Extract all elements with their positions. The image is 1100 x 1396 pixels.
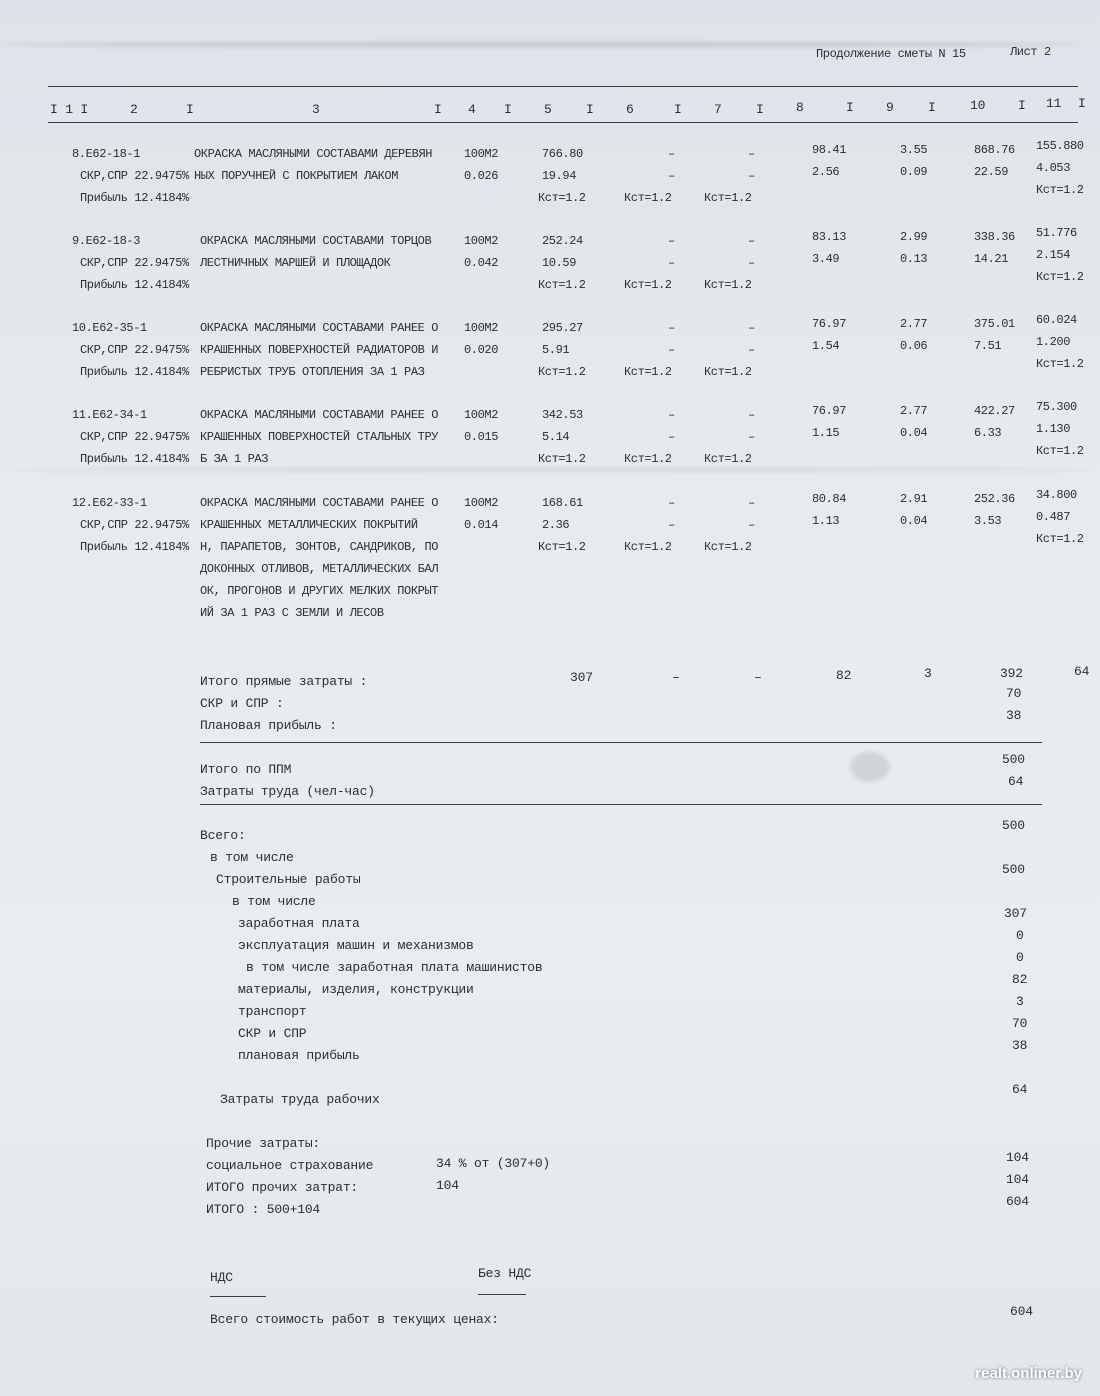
column-divider: I xyxy=(186,102,194,117)
direct-c6: – xyxy=(672,670,680,685)
item-c5-value: 342.53 xyxy=(542,408,583,422)
item-unit: 100М2 xyxy=(464,147,499,161)
summary-label-materials: материалы, изделия, конструкции xyxy=(238,982,474,997)
header-rule-top xyxy=(48,86,1078,87)
grand-total-value: 500 xyxy=(1002,818,1025,833)
column-divider: I xyxy=(586,102,594,117)
construction-label: Строительные работы xyxy=(216,872,361,887)
item-quantity: 0.026 xyxy=(464,169,499,183)
item-c7-value: – xyxy=(748,430,755,444)
summary-label-transport: транспорт xyxy=(238,1004,307,1019)
item-description-line: НЫХ ПОРУЧНЕЙ С ПОКРЫТИЕМ ЛАКОМ xyxy=(194,169,399,183)
no-vat-underline xyxy=(478,1294,526,1295)
column-divider: I xyxy=(846,100,854,115)
including-label-2: в том числе xyxy=(232,894,316,909)
item-unit: 100М2 xyxy=(464,408,499,422)
item-c11-value: 1.200 xyxy=(1036,335,1071,349)
item-description-line: КРАШЕННЫХ ПОВЕРХНОСТЕЙ СТАЛЬНЫХ ТРУ xyxy=(200,430,439,444)
item-c5-value: 168.61 xyxy=(542,496,583,510)
item-c10-value: 338.36 xyxy=(974,230,1015,244)
column-header: 6 xyxy=(626,102,634,117)
item-profit-rate: Прибыль 12.4184% xyxy=(80,191,189,205)
item-c7-value: Кст=1.2 xyxy=(704,278,752,292)
item-description-line: ДОКОННЫХ ОТЛИВОВ, МЕТАЛЛИЧЕСКИХ БАЛ xyxy=(200,562,439,576)
item-c9-value: 0.06 xyxy=(900,339,928,353)
workers-labor-value: 64 xyxy=(1012,1082,1028,1097)
item-c11-value: 60.024 xyxy=(1036,313,1077,327)
summary-value-profit: 38 xyxy=(1012,1038,1028,1053)
item-c9-value: 2.99 xyxy=(900,230,928,244)
site-watermark: realt.onliner.by xyxy=(975,1365,1082,1382)
column-header: 2 xyxy=(130,102,138,117)
labor-value: 64 xyxy=(1008,774,1024,789)
item-c6-value: – xyxy=(668,256,675,270)
column-header: I 1 I xyxy=(50,102,89,117)
item-profit-rate: Прибыль 12.4184% xyxy=(80,365,189,379)
summary-label-operators: в том числе заработная плата машинистов xyxy=(246,960,543,975)
continuation-label: Продолжение сметы N 15 xyxy=(816,47,966,61)
item-c11-value: 34.800 xyxy=(1036,488,1077,502)
column-divider: I xyxy=(434,102,442,117)
item-overhead-rate: СКР,СПР 22.9475% xyxy=(80,256,189,270)
item-c6-value: Кст=1.2 xyxy=(624,278,672,292)
item-c6-value: – xyxy=(668,496,675,510)
summary-label-machines: эксплуатация машин и механизмов xyxy=(238,938,474,953)
item-overhead-rate: СКР,СПР 22.9475% xyxy=(80,169,189,183)
item-c6-value: – xyxy=(668,321,675,335)
social-insurance-label: социальное страхование xyxy=(206,1158,374,1173)
column-header: 10 xyxy=(970,98,986,113)
item-c7-value: – xyxy=(748,343,755,357)
no-vat-label: Без НДС xyxy=(478,1266,532,1281)
item-c10-value: 7.51 xyxy=(974,339,1002,353)
final-sum-label: ИТОГО : 500+104 xyxy=(206,1202,321,1217)
item-c9-value: 0.04 xyxy=(900,514,928,528)
other-total-value: 104 xyxy=(1006,1172,1029,1187)
skr-value: 70 xyxy=(1006,686,1022,701)
item-c8-value: 76.97 xyxy=(812,317,847,331)
column-divider: I xyxy=(504,102,512,117)
item-c7-value: – xyxy=(748,408,755,422)
item-c7-value: – xyxy=(748,147,755,161)
item-unit: 100М2 xyxy=(464,234,499,248)
planned-profit-label: Плановая прибыль : xyxy=(200,718,337,733)
column-divider: I xyxy=(756,102,764,117)
item-c8-value: 1.15 xyxy=(812,426,840,440)
item-c8-value: 80.84 xyxy=(812,492,847,506)
column-header: 4 xyxy=(468,102,476,117)
final-sum-value: 604 xyxy=(1006,1194,1029,1209)
header-rule-bottom xyxy=(48,122,1078,123)
item-quantity: 0.015 xyxy=(464,430,499,444)
item-c11-value: 155.880 xyxy=(1036,139,1084,153)
item-c8-value: 76.97 xyxy=(812,404,847,418)
item-c10-value: 14.21 xyxy=(974,252,1009,266)
item-c9-value: 0.13 xyxy=(900,252,928,266)
direct-c8: 82 xyxy=(836,668,852,683)
item-c9-value: 2.91 xyxy=(900,492,928,506)
print-smudge xyxy=(0,468,1100,471)
social-insurance-formula: 34 % от (307+0) xyxy=(436,1156,551,1171)
workers-labor-label: Затраты труда рабочих xyxy=(220,1092,380,1107)
item-c9-value: 0.04 xyxy=(900,426,928,440)
item-c5-value: 5.14 xyxy=(542,430,570,444)
item-profit-rate: Прибыль 12.4184% xyxy=(80,452,189,466)
item-c7-value: – xyxy=(748,518,755,532)
construction-value: 500 xyxy=(1002,862,1025,877)
column-divider: I xyxy=(928,100,936,115)
item-c5-value: Кст=1.2 xyxy=(538,278,586,292)
total-cost-label: Всего стоимость работ в текущих ценах: xyxy=(210,1312,499,1327)
vat-underline xyxy=(210,1296,266,1297)
item-c8-value: 1.13 xyxy=(812,514,840,528)
item-c6-value: – xyxy=(668,147,675,161)
item-c7-value: – xyxy=(748,234,755,248)
item-c5-value: 252.24 xyxy=(542,234,583,248)
item-code: 8.Е62-18-1 xyxy=(72,147,141,161)
item-description-line: ЛЕСТНИЧНЫХ МАРШЕЙ И ПЛОЩАДОК xyxy=(200,256,391,270)
item-description-line: ОК, ПРОГОНОВ И ДРУГИХ МЕЛКИХ ПОКРЫТ xyxy=(200,584,439,598)
grand-total-label: Всего: xyxy=(200,828,246,843)
item-c7-value: Кст=1.2 xyxy=(704,365,752,379)
item-c6-value: – xyxy=(668,430,675,444)
item-overhead-rate: СКР,СПР 22.9475% xyxy=(80,430,189,444)
item-unit: 100М2 xyxy=(464,321,499,335)
column-divider: I xyxy=(1018,98,1026,113)
item-description-line: РЕБРИСТЫХ ТРУБ ОТОПЛЕНИЯ ЗА 1 РАЗ xyxy=(200,365,425,379)
item-c6-value: – xyxy=(668,408,675,422)
item-c6-value: – xyxy=(668,234,675,248)
column-divider: I xyxy=(674,102,682,117)
summary-value-skr: 70 xyxy=(1012,1016,1028,1031)
summary-value-operators: 0 xyxy=(1016,950,1024,965)
item-code: 9.Е62-18-3 xyxy=(72,234,141,248)
ppm-total-value: 500 xyxy=(1002,752,1025,767)
item-c5-value: Кст=1.2 xyxy=(538,540,586,554)
item-description-line: ОКРАСКА МАСЛЯНЫМИ СОСТАВАМИ РАНЕЕ О xyxy=(200,321,439,335)
item-c10-value: 868.76 xyxy=(974,143,1015,157)
item-c10-value: 22.59 xyxy=(974,165,1009,179)
summary-value-machines: 0 xyxy=(1016,928,1024,943)
item-c6-value: – xyxy=(668,169,675,183)
item-code: 12.Е62-33-1 xyxy=(72,496,147,510)
item-c10-value: 3.53 xyxy=(974,514,1002,528)
ppm-total-label: Итого по ППМ xyxy=(200,762,292,777)
sheet-label: Лист 2 xyxy=(1010,45,1051,59)
column-divider: I xyxy=(1078,96,1086,111)
item-c9-value: 2.77 xyxy=(900,404,928,418)
item-c7-value: – xyxy=(748,256,755,270)
ppm-rule xyxy=(200,804,1042,805)
item-description-line: ИЙ ЗА 1 РАЗ С ЗЕМЛИ И ЛЕСОВ xyxy=(200,606,384,620)
item-c11-value: 4.053 xyxy=(1036,161,1071,175)
direct-c10: 392 xyxy=(1000,666,1023,681)
item-c10-value: 252.36 xyxy=(974,492,1015,506)
item-c5-value: 19.94 xyxy=(542,169,577,183)
item-c6-value: Кст=1.2 xyxy=(624,452,672,466)
item-c11-value: 2.154 xyxy=(1036,248,1071,262)
totals-rule xyxy=(200,742,1042,743)
other-total-label: ИТОГО прочих затрат: xyxy=(206,1180,359,1195)
item-c6-value: Кст=1.2 xyxy=(624,540,672,554)
item-unit: 100М2 xyxy=(464,496,499,510)
item-c7-value: Кст=1.2 xyxy=(704,452,752,466)
item-c11-value: Кст=1.2 xyxy=(1036,183,1084,197)
column-header: 8 xyxy=(796,100,804,115)
item-c5-value: Кст=1.2 xyxy=(538,452,586,466)
summary-value-wages: 307 xyxy=(1004,906,1027,921)
item-c10-value: 6.33 xyxy=(974,426,1002,440)
item-code: 10.Е62-35-1 xyxy=(72,321,147,335)
print-smudge xyxy=(850,752,890,782)
item-c8-value: 2.56 xyxy=(812,165,840,179)
item-c11-value: 75.300 xyxy=(1036,400,1077,414)
other-costs-title: Прочие затраты: xyxy=(206,1136,321,1151)
skr-label: СКР и СПР : xyxy=(200,696,284,711)
item-c11-value: Кст=1.2 xyxy=(1036,357,1084,371)
item-description-line: ОКРАСКА МАСЛЯНЫМИ СОСТАВАМИ ТОРЦОВ xyxy=(200,234,432,248)
item-description-line: Б ЗА 1 РАЗ xyxy=(200,452,269,466)
item-c8-value: 83.13 xyxy=(812,230,847,244)
item-description-line: ОКРАСКА МАСЛЯНЫМИ СОСТАВАМИ РАНЕЕ О xyxy=(200,408,439,422)
item-c5-value: Кст=1.2 xyxy=(538,191,586,205)
item-c5-value: Кст=1.2 xyxy=(538,365,586,379)
item-quantity: 0.014 xyxy=(464,518,499,532)
item-c10-value: 375.01 xyxy=(974,317,1015,331)
item-c11-value: Кст=1.2 xyxy=(1036,444,1084,458)
item-c9-value: 2.77 xyxy=(900,317,928,331)
column-header: 11 xyxy=(1046,96,1062,111)
item-c11-value: Кст=1.2 xyxy=(1036,270,1084,284)
direct-c11: 64 xyxy=(1074,664,1090,679)
item-overhead-rate: СКР,СПР 22.9475% xyxy=(80,518,189,532)
item-description-line: КРАШЕННЫХ ПОВЕРХНОСТЕЙ РАДИАТОРОВ И xyxy=(200,343,439,357)
item-c5-value: 2.36 xyxy=(542,518,570,532)
item-c8-value: 3.49 xyxy=(812,252,840,266)
item-profit-rate: Прибыль 12.4184% xyxy=(80,540,189,554)
direct-c9: 3 xyxy=(924,666,932,681)
item-c10-value: 422.27 xyxy=(974,404,1015,418)
vat-label: НДС xyxy=(210,1270,233,1285)
column-header: 3 xyxy=(312,102,320,117)
item-c5-value: 295.27 xyxy=(542,321,583,335)
column-header: 7 xyxy=(714,102,722,117)
summary-value-transport: 3 xyxy=(1016,994,1024,1009)
item-c5-value: 766.80 xyxy=(542,147,583,161)
summary-label-wages: заработная плата xyxy=(238,916,360,931)
item-description-line: ОКРАСКА МАСЛЯНЫМИ СОСТАВАМИ РАНЕЕ О xyxy=(200,496,439,510)
item-profit-rate: Прибыль 12.4184% xyxy=(80,278,189,292)
column-header: 9 xyxy=(886,100,894,115)
item-c9-value: 0.09 xyxy=(900,165,928,179)
summary-label-skr: СКР и СПР xyxy=(238,1026,307,1041)
item-c9-value: 3.55 xyxy=(900,143,928,157)
direct-c5: 307 xyxy=(570,670,593,685)
labor-label: Затраты труда (чел-час) xyxy=(200,784,375,799)
item-quantity: 0.042 xyxy=(464,256,499,270)
item-c8-value: 1.54 xyxy=(812,339,840,353)
item-c11-value: Кст=1.2 xyxy=(1036,532,1084,546)
item-c11-value: 0.487 xyxy=(1036,510,1071,524)
item-c11-value: 51.776 xyxy=(1036,226,1077,240)
item-c7-value: – xyxy=(748,321,755,335)
column-header: 5 xyxy=(544,102,552,117)
item-c7-value: Кст=1.2 xyxy=(704,191,752,205)
item-quantity: 0.020 xyxy=(464,343,499,357)
item-c11-value: 1.130 xyxy=(1036,422,1071,436)
item-c6-value: Кст=1.2 xyxy=(624,191,672,205)
item-overhead-rate: СКР,СПР 22.9475% xyxy=(80,343,189,357)
item-c6-value: Кст=1.2 xyxy=(624,365,672,379)
including-label: в том числе xyxy=(210,850,294,865)
item-description-line: Н, ПАРАПЕТОВ, ЗОНТОВ, САНДРИКОВ, ПО xyxy=(200,540,439,554)
item-c5-value: 10.59 xyxy=(542,256,577,270)
item-c7-value: – xyxy=(748,169,755,183)
other-total-mid: 104 xyxy=(436,1178,459,1193)
item-code: 11.Е62-34-1 xyxy=(72,408,147,422)
item-description-line: КРАШЕННЫХ МЕТАЛЛИЧЕСКИХ ПОКРЫТИЙ xyxy=(200,518,418,532)
item-c6-value: – xyxy=(668,518,675,532)
summary-label-profit: плановая прибыль xyxy=(238,1048,360,1063)
direct-c7: – xyxy=(754,670,762,685)
total-cost-value: 604 xyxy=(1010,1304,1033,1319)
item-c6-value: – xyxy=(668,343,675,357)
social-insurance-value: 104 xyxy=(1006,1150,1029,1165)
planned-profit-value: 38 xyxy=(1006,708,1022,723)
item-c5-value: 5.91 xyxy=(542,343,570,357)
item-c7-value: Кст=1.2 xyxy=(704,540,752,554)
item-c7-value: – xyxy=(748,496,755,510)
summary-value-materials: 82 xyxy=(1012,972,1028,987)
item-description-line: ОКРАСКА МАСЛЯНЫМИ СОСТАВАМИ ДЕРЕВЯН xyxy=(194,147,433,161)
item-c8-value: 98.41 xyxy=(812,143,847,157)
direct-costs-label: Итого прямые затраты : xyxy=(200,674,368,689)
